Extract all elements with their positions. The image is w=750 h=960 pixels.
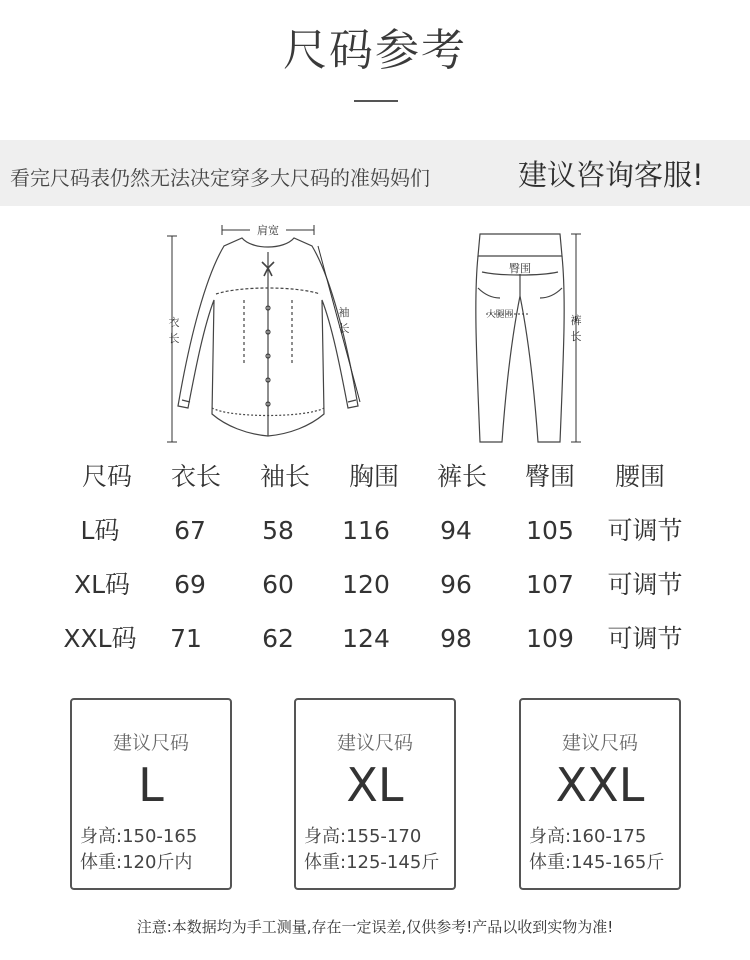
header-cell: 尺码 [81,462,132,491]
card-heading: 建议尺码 [336,732,413,754]
pants-length-label-1: 裤 [570,314,582,327]
header-cell: 衣长 [170,462,221,491]
header-cell: 袖长 [259,462,310,491]
table-row [60,563,710,617]
table-cell: L码 [80,516,120,545]
top-garment-illustration [178,238,358,436]
table-cell: 67 [174,516,206,545]
header-cell: 裤长 [436,462,487,491]
card-weight: 体重:125-145斤 [304,852,440,873]
table-cell: 98 [440,624,472,653]
page-title: 尺码参考 [283,25,467,76]
table-cell: XL码 [73,570,131,599]
table-cell: 107 [526,570,574,599]
table-cell: 109 [526,624,574,653]
size-card-xl [294,698,456,890]
footer-note: 注意:本数据均为手工测量,存在一定误差,仅供参考!产品以收到实物为准! [136,918,614,936]
table-cell: 105 [526,516,574,545]
table-cell: 可调节 [607,516,683,545]
table-cell: 116 [342,516,390,545]
table-row [60,509,710,563]
card-size: XXL [555,758,645,812]
table-cell: 71 [170,624,202,653]
header-cell: 腰围 [614,462,665,491]
table-cell: 69 [174,570,206,599]
advice-banner [0,140,750,206]
title-divider [354,100,398,102]
thigh-label: 大腿围 [486,310,514,320]
header-cell: 臀围 [524,462,575,491]
table-cell: 58 [262,516,294,545]
table-cell: 60 [262,570,294,599]
length-label-2: 长 [168,332,180,345]
sleeve-label-2: 长 [338,322,350,335]
garment-diagram [0,216,750,456]
card-size: XL [346,758,404,812]
pants-measure-lines [486,234,581,442]
hip-label: 臀围 [509,262,531,275]
length-label-1: 衣 [168,316,180,329]
shoulder-label: 肩宽 [257,224,279,237]
table-cell: 120 [342,570,390,599]
table-cell: 96 [440,570,472,599]
card-height: 身高:155-170 [304,826,422,847]
card-size: L [138,758,164,812]
table-cell: XXL码 [63,624,137,653]
size-card-xxl [519,698,681,890]
card-weight: 体重:120斤内 [80,852,193,873]
table-cell: 124 [342,624,390,653]
header-cell: 胸围 [348,462,399,491]
table-cell: 可调节 [607,624,683,653]
table-cell: 62 [262,624,294,653]
card-height: 身高:160-175 [529,826,647,847]
pants-length-label-2: 长 [570,330,582,343]
card-heading: 建议尺码 [112,732,189,754]
banner-text: 看完尺码表仍然无法决定穿多大尺码的准妈妈们 [10,166,430,190]
card-height: 身高:150-165 [80,826,198,847]
size-table [60,455,710,671]
table-cell: 94 [440,516,472,545]
table-row [60,617,710,671]
size-card-l [70,698,232,890]
top-measure-lines [167,225,360,442]
size-table-header [60,455,710,509]
table-cell: 可调节 [607,570,683,599]
sleeve-label-1: 袖 [338,306,350,319]
banner-emphasis: 建议咨询客服! [518,158,704,192]
card-heading: 建议尺码 [561,732,638,754]
card-weight: 体重:145-165斤 [529,852,665,873]
